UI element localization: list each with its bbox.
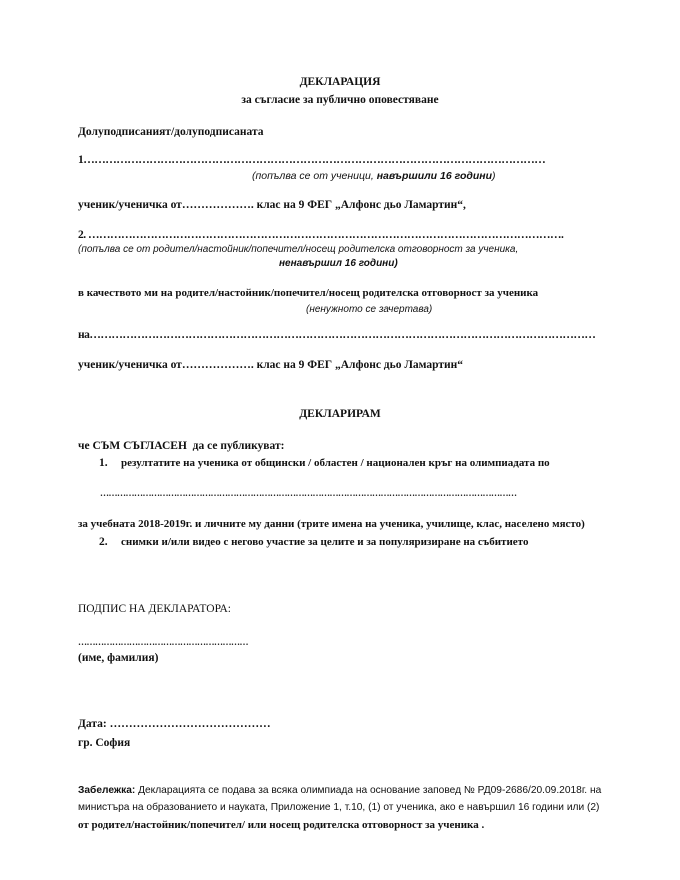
signature-field[interactable]: …………………………………………………… (78, 637, 248, 647)
consent-prefix: че (78, 440, 93, 452)
parent-name-field[interactable]: 2. …………………………………………………………………………………………………………………. (78, 229, 564, 241)
olympiad-subject-field[interactable]: ………………………………………………………………………………………………………………………………… (100, 488, 517, 498)
student-class-line-1[interactable]: ученик/ученичка от………………. клас на 9 ФЕГ „Алфонс дьо Ламартин“, (78, 199, 466, 211)
student-class-line-2[interactable]: ученик/ученичка от………………. клас на 9 ФЕГ „Алфонс дьо Ламартин“ (78, 359, 464, 371)
student-name-field[interactable]: 1……………………………………………………………………………………………………………… (78, 154, 546, 166)
name-hint: (име, фамилия) (78, 652, 159, 664)
document-subtitle: за съгласие за публично оповестяване (241, 94, 439, 106)
item-2-text: снимки и/или видео с негово участие за целите и за популяризиране на събитието (121, 536, 529, 548)
note-text-1: Декларацията се подава за всяка олимпиада на основание заповед № РД09-2686/20.09.2018г. на (135, 785, 602, 796)
parent-name-hint: (попълва се от родител/настойник/попечител/носещ родителска отговорност за ученика, (78, 244, 519, 255)
parent-name-hint-2: ненавършил 16 години) (279, 258, 398, 269)
hint-bold-text: навършили 16 години (376, 170, 493, 182)
signature-label: ПОДПИС НА ДЕКЛАРАТОРА: (78, 603, 231, 615)
undersigned-label: Долуподписаният/долуподписаната (78, 126, 264, 138)
capacity-hint: (ненужното се зачертава) (306, 304, 433, 315)
note-label: Забележка: (78, 785, 136, 796)
note-line-2: министъра на образованието и науката, Приложение 1, т.10, (1) от ученика, ако е навършил 16 години или (2) (78, 802, 600, 813)
document-title: ДЕКЛАРАЦИЯ (299, 76, 381, 88)
note-line-1 (78, 785, 601, 796)
consent-statement (78, 440, 284, 452)
date-field[interactable]: Дата: …………………………………… (78, 718, 271, 730)
item-1-number: 1. (99, 457, 108, 469)
item-2-number: 2. (99, 536, 108, 548)
declare-heading: ДЕКЛАРИРАМ (299, 408, 381, 420)
consent-caps: СЪМ СЪГЛАСЕН (92, 440, 187, 452)
hint-text: (попълва се от ученици, (252, 170, 377, 182)
child-name-field[interactable]: на………………………………………………………………………………………………………………………… (78, 329, 596, 341)
consent-suffix: да се публикуват: (186, 440, 285, 452)
school-year-line: за учебната 2018-2019г. и личните му данни (трите имена на ученика, училище, клас, населено място) (78, 518, 585, 530)
city-label: гр. София (78, 737, 131, 749)
note-line-3: от родител/настойник/попечител/ или носещ родителска отговорност за ученика . (78, 819, 485, 831)
hint-suffix: ) (492, 170, 496, 182)
capacity-statement: в качеството ми на родител/настойник/попечител/носещ родителска отговорност за ученика (78, 287, 539, 299)
student-name-hint (252, 170, 496, 182)
item-1-text: резултатите на ученика от общински / областен / национален кръг на олимпиадата по (121, 457, 550, 469)
